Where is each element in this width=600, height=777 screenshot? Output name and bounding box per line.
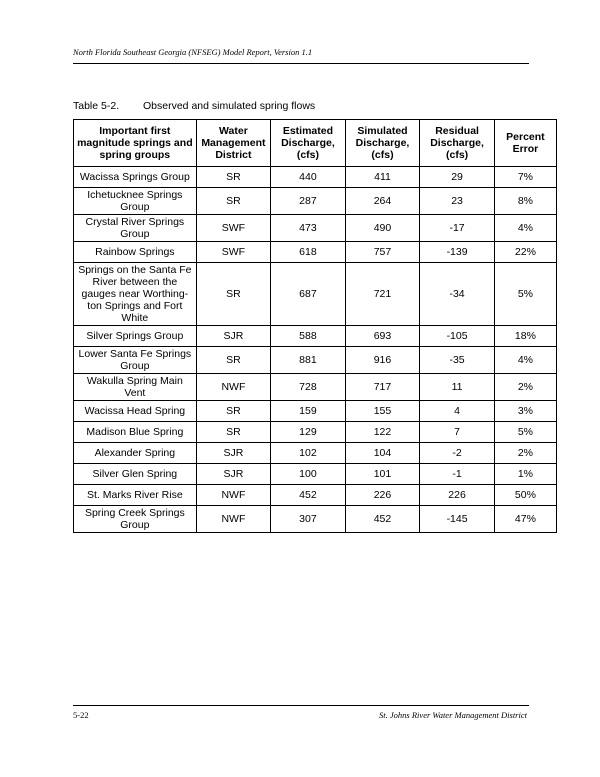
table-cell: Crystal River Springs Group: [74, 215, 197, 242]
table-cell: SWF: [196, 215, 270, 242]
table-cell: Ichetucknee Springs Group: [74, 188, 197, 215]
table-cell: 47%: [494, 506, 556, 533]
column-header: Estimated Discharge, (cfs): [271, 120, 346, 167]
table-cell: 411: [345, 167, 420, 188]
running-header: North Florida Southeast Georgia (NFSEG) Model Report, Version 1.1: [73, 47, 313, 57]
table-cell: Wakulla Spring Main Vent: [74, 374, 197, 401]
table-cell: -34: [420, 263, 495, 326]
table-cell: 7: [420, 422, 495, 443]
table-cell: 757: [345, 242, 420, 263]
table-cell: SR: [196, 347, 270, 374]
table-cell: SJR: [196, 443, 270, 464]
table-cell: 23: [420, 188, 495, 215]
table-cell: 618: [271, 242, 346, 263]
table-cell: -17: [420, 215, 495, 242]
table-cell: 29: [420, 167, 495, 188]
table-row: [74, 374, 557, 401]
table-cell: 159: [271, 401, 346, 422]
table-cell: 4%: [494, 347, 556, 374]
table-cell: 50%: [494, 485, 556, 506]
table-cell: NWF: [196, 506, 270, 533]
table-cell: 881: [271, 347, 346, 374]
table-cell: SR: [196, 422, 270, 443]
column-header: Residual Discharge, (cfs): [420, 120, 495, 167]
table-row: [74, 485, 557, 506]
table-cell: 307: [271, 506, 346, 533]
table-cell: Silver Springs Group: [74, 326, 197, 347]
table-cell: 5%: [494, 263, 556, 326]
table-cell: 155: [345, 401, 420, 422]
table-cell: SR: [196, 401, 270, 422]
table-cell: Alexander Spring: [74, 443, 197, 464]
table-cell: SR: [196, 188, 270, 215]
table-cell: NWF: [196, 485, 270, 506]
column-header: Important first magnitude springs and spring groups: [74, 120, 197, 167]
table-cell: 473: [271, 215, 346, 242]
spring-flows-table: [73, 119, 557, 533]
table-cell: 226: [420, 485, 495, 506]
table-cell: SR: [196, 167, 270, 188]
table-cell: 101: [345, 464, 420, 485]
table-row: [74, 422, 557, 443]
table-cell: -105: [420, 326, 495, 347]
table-cell: SJR: [196, 326, 270, 347]
column-header: Water Management District: [196, 120, 270, 167]
table-cell: 226: [345, 485, 420, 506]
header-rule: [73, 63, 529, 64]
table-cell: 693: [345, 326, 420, 347]
table-cell: 5%: [494, 422, 556, 443]
table-cell: Wacissa Head Spring: [74, 401, 197, 422]
table-cell: Wacissa Springs Group: [74, 167, 197, 188]
table-cell: SJR: [196, 464, 270, 485]
table-cell: -139: [420, 242, 495, 263]
table-cell: 104: [345, 443, 420, 464]
table-cell: 264: [345, 188, 420, 215]
table-cell: 100: [271, 464, 346, 485]
table-cell: Rainbow Springs: [74, 242, 197, 263]
table-cell: 3%: [494, 401, 556, 422]
table-caption: [73, 100, 315, 112]
table-cell: 287: [271, 188, 346, 215]
table-cell: 721: [345, 263, 420, 326]
table-cell: 22%: [494, 242, 556, 263]
table-cell: NWF: [196, 374, 270, 401]
table-cell: 452: [271, 485, 346, 506]
table-cell: 2%: [494, 443, 556, 464]
table-cell: Madison Blue Spring: [74, 422, 197, 443]
table-cell: 717: [345, 374, 420, 401]
table-cell: -145: [420, 506, 495, 533]
table-cell: Lower Santa Fe Springs Group: [74, 347, 197, 374]
page-number: 5-22: [73, 710, 89, 720]
footer-rule: [73, 705, 529, 706]
table-cell: 4: [420, 401, 495, 422]
table-cell: 102: [271, 443, 346, 464]
table-cell: 8%: [494, 188, 556, 215]
table-row: [74, 326, 557, 347]
table-cell: 728: [271, 374, 346, 401]
table-row: [74, 443, 557, 464]
table-body: [74, 167, 557, 533]
table-row: [74, 215, 557, 242]
table-number: Table 5-2.: [73, 100, 120, 112]
table-cell: 440: [271, 167, 346, 188]
table-cell: 18%: [494, 326, 556, 347]
table-cell: 129: [271, 422, 346, 443]
table-cell: SR: [196, 263, 270, 326]
table-row: [74, 401, 557, 422]
table-cell: -2: [420, 443, 495, 464]
table-cell: 916: [345, 347, 420, 374]
table-cell: 7%: [494, 167, 556, 188]
table-row: [74, 167, 557, 188]
table-row: [74, 242, 557, 263]
column-header: Simulated Discharge, (cfs): [345, 120, 420, 167]
table-row: [74, 506, 557, 533]
table-row: [74, 188, 557, 215]
table-row: [74, 347, 557, 374]
table-cell: 1%: [494, 464, 556, 485]
column-header: Percent Error: [494, 120, 556, 167]
table-cell: SWF: [196, 242, 270, 263]
table-header-row: [74, 120, 557, 167]
table-cell: 122: [345, 422, 420, 443]
table-cell: 4%: [494, 215, 556, 242]
table-cell: 452: [345, 506, 420, 533]
table-cell: Springs on the Santa Fe River between the gauges near Worthing-ton Springs and Fort White: [74, 263, 197, 326]
table-cell: Silver Glen Spring: [74, 464, 197, 485]
table-cell: St. Marks River Rise: [74, 485, 197, 506]
table-cell: 490: [345, 215, 420, 242]
table-cell: Spring Creek Springs Group: [74, 506, 197, 533]
table-cell: 2%: [494, 374, 556, 401]
table-title: Observed and simulated spring flows: [143, 100, 316, 112]
table-cell: 588: [271, 326, 346, 347]
table-cell: -1: [420, 464, 495, 485]
footer-organization: St. Johns River Water Management District: [379, 710, 527, 720]
table-cell: 11: [420, 374, 495, 401]
table-row: [74, 464, 557, 485]
table-row: [74, 263, 557, 326]
table-cell: 687: [271, 263, 346, 326]
table-cell: -35: [420, 347, 495, 374]
